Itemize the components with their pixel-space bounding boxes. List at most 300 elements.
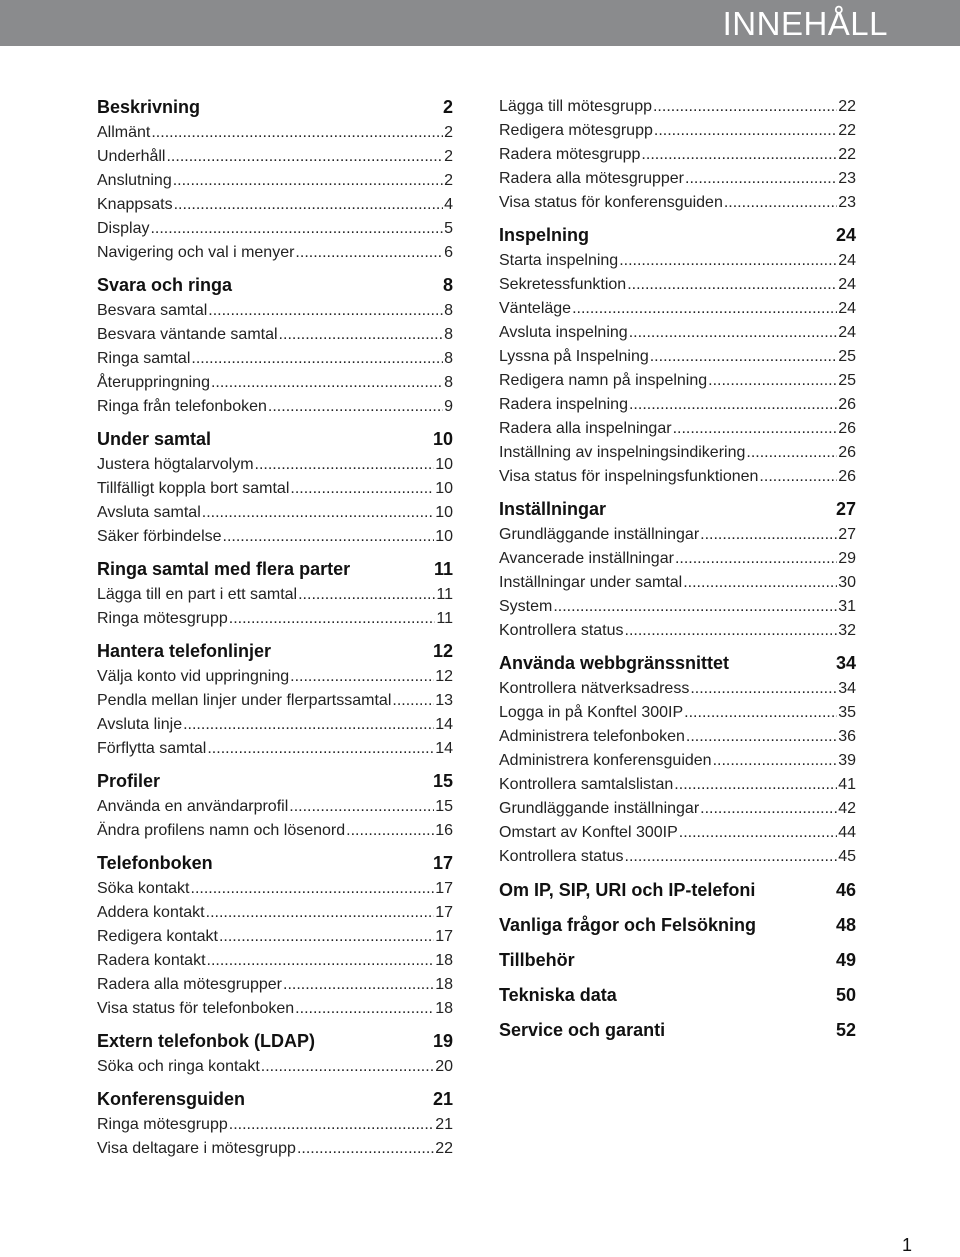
toc-entry[interactable] (97, 1055, 453, 1079)
toc-entry-title: Ringa mötesgrupp (97, 610, 228, 627)
dot-leader (708, 369, 837, 393)
toc-entry-page: 41 (838, 776, 856, 793)
toc-entry[interactable] (499, 273, 856, 297)
dot-leader (674, 773, 837, 797)
dot-leader (724, 191, 837, 215)
toc-section (499, 497, 856, 643)
standalone-heading[interactable] (499, 1017, 856, 1042)
toc-entry-page: 34 (838, 680, 856, 697)
toc-entry-page: 26 (838, 468, 856, 485)
dot-leader (173, 169, 443, 193)
toc-entry-page: 10 (435, 504, 453, 521)
toc-entry-title: Lägga till mötesgrupp (499, 98, 652, 115)
toc-entry[interactable] (97, 169, 453, 193)
dot-leader (290, 477, 434, 501)
section-heading[interactable] (97, 427, 453, 451)
page-title: INNEHÅLL (722, 5, 888, 42)
toc-section (97, 851, 453, 1021)
section-page: 48 (835, 915, 856, 935)
toc-entry[interactable] (97, 525, 453, 549)
dot-leader (191, 877, 435, 901)
toc-entry-page: 21 (435, 1116, 453, 1133)
toc-entry[interactable] (97, 299, 453, 323)
toc-entry[interactable] (97, 193, 453, 217)
section-page: 12 (432, 641, 453, 661)
toc-entry[interactable] (499, 797, 856, 821)
section-heading[interactable] (97, 769, 453, 793)
toc-entry-page: 17 (435, 904, 453, 921)
toc-entry-title: Lyssna på Inspelning (499, 348, 649, 365)
toc-entry-page: 26 (838, 420, 856, 437)
toc-entry-title: Radera alla inspelningar (499, 420, 672, 437)
dot-leader (346, 819, 434, 843)
section-title: Hantera telefonlinjer (97, 641, 272, 661)
toc-entry[interactable] (499, 441, 856, 465)
standalone-heading[interactable] (499, 912, 856, 937)
toc-entry[interactable] (97, 901, 453, 925)
toc-entry-page: 18 (435, 976, 453, 993)
toc-entry-page: 23 (838, 170, 856, 187)
toc-entry[interactable] (97, 713, 453, 737)
toc-entry-page: 26 (838, 444, 856, 461)
dot-leader (673, 417, 838, 441)
toc-entry[interactable] (97, 583, 453, 607)
dot-leader (654, 119, 837, 143)
toc-entry-page: 15 (435, 798, 453, 815)
toc-entry[interactable] (499, 523, 856, 547)
toc-entry[interactable] (499, 595, 856, 619)
dot-leader (700, 523, 837, 547)
toc-entry-page: 45 (838, 848, 856, 865)
dot-leader (759, 465, 837, 489)
section-page: 15 (432, 771, 453, 791)
section-page: 49 (835, 950, 856, 970)
dot-leader (295, 997, 434, 1021)
toc-entry[interactable] (499, 393, 856, 417)
toc-entry[interactable] (97, 1137, 453, 1161)
toc-entry[interactable] (499, 167, 856, 191)
dot-leader (684, 701, 837, 725)
toc-entry[interactable] (499, 249, 856, 273)
toc-left-column (97, 95, 453, 1169)
dot-leader (690, 677, 837, 701)
toc-entry-title: Radera inspelning (499, 396, 628, 413)
toc-entry-title: Underhåll (97, 148, 166, 165)
section-title: Svara och ringa (97, 275, 233, 295)
dot-leader (629, 393, 837, 417)
section-heading[interactable] (499, 651, 856, 675)
toc-entry[interactable] (97, 323, 453, 347)
toc-entry-title: Ringa mötesgrupp (97, 1116, 228, 1133)
toc-section (97, 273, 453, 419)
toc-entry-page: 16 (435, 822, 453, 839)
section-heading[interactable] (97, 1029, 453, 1053)
toc-entry[interactable] (97, 795, 453, 819)
toc-entry-title: Ringa från telefonboken (97, 398, 267, 415)
dot-leader (219, 925, 434, 949)
toc-entry-page: 18 (435, 1000, 453, 1017)
toc-entry[interactable] (499, 191, 856, 215)
dot-leader (229, 607, 436, 631)
dot-leader (629, 321, 838, 345)
dot-leader (207, 949, 435, 973)
toc-entry-page: 22 (838, 122, 856, 139)
dot-leader (283, 973, 434, 997)
toc-entry-title: Visa status för telefonboken (97, 1000, 295, 1017)
toc-entry[interactable] (97, 877, 453, 901)
dot-leader (679, 821, 837, 845)
toc-section (97, 769, 453, 843)
toc-entry-title: Radera mötesgrupp (499, 146, 641, 163)
dot-leader (683, 571, 837, 595)
toc-entry[interactable] (499, 821, 856, 845)
toc-entry-title: Sekretessfunktion (499, 276, 627, 293)
section-page: 19 (432, 1031, 453, 1051)
toc-entry[interactable] (499, 297, 856, 321)
dot-leader (572, 297, 837, 321)
section-heading[interactable] (499, 223, 856, 247)
dot-leader (625, 845, 838, 869)
toc-entry-page: 23 (838, 194, 856, 211)
toc-entry[interactable] (499, 701, 856, 725)
toc-entry-title: Justera högtalarvolym (97, 456, 254, 473)
standalone-heading[interactable] (499, 947, 856, 972)
toc-entry-page: 10 (435, 480, 453, 497)
section-title: Profiler (97, 771, 161, 791)
section-page: 10 (432, 429, 453, 449)
dot-leader (653, 95, 837, 119)
toc-entry-title: Visa status för konferensguiden (499, 194, 723, 211)
toc-continued-section (499, 95, 856, 215)
toc-entry-page: 22 (838, 98, 856, 115)
toc-section (97, 95, 453, 265)
dot-leader (298, 583, 435, 607)
toc-entry[interactable] (97, 949, 453, 973)
dot-leader (279, 323, 444, 347)
section-page: 27 (835, 499, 856, 519)
section-title: Vanliga frågor och Felsökning (499, 915, 757, 935)
section-page: 24 (835, 225, 856, 245)
toc-entry-title: Visa status för inspelningsfunktionen (499, 468, 759, 485)
toc-section (499, 651, 856, 869)
dot-leader (619, 249, 837, 273)
toc-entry[interactable] (97, 371, 453, 395)
toc-entry-title: Inställning av inspelningsindikering (499, 444, 746, 461)
toc-entry[interactable] (499, 725, 856, 749)
toc-entry-page: 17 (435, 880, 453, 897)
section-title: Om IP, SIP, URI och IP-telefoni (499, 880, 756, 900)
toc-entry-page: 6 (444, 244, 453, 261)
toc-entry-page: 22 (838, 146, 856, 163)
dot-leader (150, 217, 443, 241)
toc-entry-page: 8 (444, 374, 453, 391)
toc-entry[interactable] (97, 121, 453, 145)
toc-entry[interactable] (499, 845, 856, 869)
section-title: Service och garanti (499, 1020, 666, 1040)
toc-entry-title: Grundläggande inställningar (499, 526, 700, 543)
toc-section (97, 427, 453, 549)
toc-entry-page: 42 (838, 800, 856, 817)
section-title: Beskrivning (97, 97, 201, 117)
toc-entry-title: Radera alla mötesgrupper (499, 170, 684, 187)
toc-entry-title: System (499, 598, 553, 615)
toc-section (499, 223, 856, 489)
dot-leader (208, 299, 443, 323)
dot-leader (223, 525, 435, 549)
toc-entry-page: 24 (838, 276, 856, 293)
standalone-heading[interactable] (499, 877, 856, 902)
toc-entry-title: Återuppringning (97, 374, 210, 391)
toc-entry-page: 5 (444, 220, 453, 237)
section-title: Under samtal (97, 429, 212, 449)
toc-entry[interactable] (97, 241, 453, 265)
dot-leader (650, 345, 837, 369)
toc-entry-page: 32 (838, 622, 856, 639)
toc-entry[interactable] (97, 737, 453, 761)
dot-leader (183, 713, 434, 737)
dot-leader (174, 193, 443, 217)
dot-leader (713, 749, 838, 773)
dot-leader (675, 547, 837, 571)
toc-entry-page: 2 (444, 172, 453, 189)
toc-entry-title: Säker förbindelse (97, 528, 222, 545)
toc-entry-title: Besvara väntande samtal (97, 326, 278, 343)
toc-entry[interactable] (499, 345, 856, 369)
toc-entry-title: Grundläggande inställningar (499, 800, 700, 817)
toc-entry-page: 20 (435, 1058, 453, 1075)
section-title: Tillbehör (499, 950, 575, 970)
toc-entry-title: Ändra profilens namn och lösenord (97, 822, 346, 839)
toc-entry-title: Addera kontakt (97, 904, 205, 921)
dot-leader (206, 901, 435, 925)
toc-entry[interactable] (499, 143, 856, 167)
dot-leader (207, 737, 434, 761)
section-heading[interactable] (499, 497, 856, 521)
toc-entry[interactable] (97, 217, 453, 241)
toc-entry-title: Radera kontakt (97, 952, 206, 969)
toc-entry-page: 13 (435, 692, 453, 709)
section-title: Ringa samtal med flera parter (97, 559, 351, 579)
dot-leader (290, 665, 434, 689)
dot-leader (627, 273, 837, 297)
header-bar (0, 0, 960, 46)
toc-entry[interactable] (97, 689, 453, 713)
toc-entry-page: 31 (838, 598, 856, 615)
toc-entry-title: Administrera konferensguiden (499, 752, 712, 769)
toc-entry-title: Pendla mellan linjer under flerpartssamtal (97, 692, 392, 709)
toc-entry[interactable] (97, 501, 453, 525)
toc-entry-title: Söka och ringa kontakt (97, 1058, 260, 1075)
toc-entry-title: Administrera telefonboken (499, 728, 685, 745)
toc-entry-title: Kontrollera status (499, 622, 624, 639)
toc-entry-title: Omstart av Konftel 300IP (499, 824, 678, 841)
dot-leader (553, 595, 837, 619)
toc-entry-title: Redigera mötesgrupp (499, 122, 653, 139)
toc-entry[interactable] (97, 453, 453, 477)
standalone-heading[interactable] (499, 982, 856, 1007)
toc-entry[interactable] (499, 321, 856, 345)
toc-entry[interactable] (97, 925, 453, 949)
toc-entry-title: Avsluta samtal (97, 504, 201, 521)
toc-entry[interactable] (499, 571, 856, 595)
toc-entry-title: Knappsats (97, 196, 173, 213)
toc-entry[interactable] (499, 369, 856, 393)
section-heading[interactable] (97, 273, 453, 297)
toc-entry-page: 24 (838, 324, 856, 341)
toc-entry-page: 2 (444, 124, 453, 141)
toc-entry[interactable] (499, 465, 856, 489)
section-title: Telefonboken (97, 853, 213, 873)
toc-entry-page: 12 (435, 668, 453, 685)
section-page: 21 (432, 1089, 453, 1109)
toc-entry-title: Radera alla mötesgrupper (97, 976, 282, 993)
dot-leader (211, 371, 443, 395)
section-title: Inställningar (499, 499, 607, 519)
section-page: 46 (835, 880, 856, 900)
toc-entry[interactable] (97, 347, 453, 371)
toc-entry-title: Redigera kontakt (97, 928, 218, 945)
toc-entry-page: 22 (435, 1140, 453, 1157)
toc-entry-title: Kontrollera status (499, 848, 624, 865)
toc-entry-title: Tillfälligt koppla bort samtal (97, 480, 290, 497)
toc-entry-page: 30 (838, 574, 856, 591)
toc-entry-title: Visa deltagare i mötesgrupp (97, 1140, 296, 1157)
section-title: Använda webbgränssnittet (499, 653, 730, 673)
toc-entry-page: 11 (436, 586, 453, 603)
dot-leader (295, 241, 443, 265)
toc-entry[interactable] (499, 119, 856, 143)
toc-entry-page: 44 (838, 824, 856, 841)
dot-leader (191, 347, 443, 371)
section-page: 17 (432, 853, 453, 873)
toc-entry-title: Display (97, 220, 150, 237)
toc-entry-page: 35 (838, 704, 856, 721)
toc-entry[interactable] (97, 145, 453, 169)
toc-entry-page: 17 (435, 928, 453, 945)
section-title: Konferensguiden (97, 1089, 246, 1109)
toc-entry[interactable] (499, 773, 856, 797)
section-heading[interactable] (97, 639, 453, 663)
toc-entry-page: 2 (444, 148, 453, 165)
toc-entry[interactable] (97, 665, 453, 689)
toc-entry-page: 8 (444, 350, 453, 367)
toc-section (97, 557, 453, 631)
dot-leader (392, 689, 434, 713)
toc-entry[interactable] (97, 819, 453, 843)
toc-entry-page: 26 (838, 396, 856, 413)
section-page: 11 (433, 559, 453, 579)
section-page: 34 (835, 653, 856, 673)
toc-entry[interactable] (97, 395, 453, 419)
toc-entry-title: Redigera namn på inspelning (499, 372, 708, 389)
toc-entry[interactable] (499, 619, 856, 643)
toc-section (97, 1087, 453, 1161)
toc-entry-title: Välja konto vid uppringning (97, 668, 290, 685)
toc-entry-title: Allmänt (97, 124, 151, 141)
toc-entry-page: 10 (435, 456, 453, 473)
dot-leader (700, 797, 837, 821)
toc-entry-page: 14 (435, 740, 453, 757)
section-heading[interactable] (97, 557, 453, 581)
section-heading[interactable] (97, 95, 453, 119)
toc-entry-title: Söka kontakt (97, 880, 190, 897)
dot-leader (685, 167, 837, 191)
section-heading[interactable] (97, 851, 453, 875)
dot-leader (297, 1137, 434, 1161)
toc-entry-page: 27 (838, 526, 856, 543)
section-page: 50 (835, 985, 856, 1005)
toc-entry-page: 4 (444, 196, 453, 213)
section-page: 8 (442, 275, 453, 295)
toc-entry-page: 10 (435, 528, 453, 545)
toc-entry-page: 25 (838, 372, 856, 389)
toc-entry[interactable] (499, 547, 856, 571)
section-title: Tekniska data (499, 985, 617, 1005)
toc-entry-title: Anslutning (97, 172, 172, 189)
dot-leader (229, 1113, 434, 1137)
toc-entry[interactable] (97, 973, 453, 997)
toc-entry-page: 8 (444, 302, 453, 319)
toc-entry[interactable] (499, 95, 856, 119)
toc-entry[interactable] (499, 749, 856, 773)
toc-entry-title: Använda en användarprofil (97, 798, 289, 815)
toc-entry-page: 39 (838, 752, 856, 769)
toc-entry-page: 24 (838, 252, 856, 269)
section-page: 52 (835, 1020, 856, 1040)
toc-entry-title: Avsluta inspelning (499, 324, 628, 341)
toc-entry-page: 25 (838, 348, 856, 365)
toc-entry-page: 14 (435, 716, 453, 733)
section-heading[interactable] (97, 1087, 453, 1111)
toc-entry-page: 18 (435, 952, 453, 969)
toc-entry-title: Avancerade inställningar (499, 550, 674, 567)
dot-leader (268, 395, 443, 419)
toc-entry-title: Förflytta samtal (97, 740, 207, 757)
toc-entry[interactable] (499, 417, 856, 441)
toc-entry-page: 9 (444, 398, 453, 415)
toc-entry-title: Logga in på Konftel 300IP (499, 704, 684, 721)
section-page: 2 (442, 97, 453, 117)
dot-leader (686, 725, 837, 749)
section-title: Extern telefonbok (LDAP) (97, 1031, 316, 1051)
toc-entry-title: Vänteläge (499, 300, 572, 317)
dot-leader (202, 501, 434, 525)
toc-entry-page: 29 (838, 550, 856, 567)
dot-leader (641, 143, 837, 167)
toc-entry[interactable] (499, 677, 856, 701)
dot-leader (289, 795, 434, 819)
toc-entry-page: 24 (838, 300, 856, 317)
toc-entry-page: 36 (838, 728, 856, 745)
dot-leader (151, 121, 443, 145)
toc-entry-title: Avsluta linje (97, 716, 183, 733)
toc-entry[interactable] (97, 607, 453, 631)
dot-leader (261, 1055, 434, 1079)
toc-entry-title: Inställningar under samtal (499, 574, 683, 591)
dot-leader (255, 453, 435, 477)
dot-leader (166, 145, 443, 169)
toc-right-column (499, 95, 856, 1052)
toc-section (97, 1029, 453, 1079)
toc-entry-title: Besvara samtal (97, 302, 208, 319)
toc-entry-title: Kontrollera samtalslistan (499, 776, 674, 793)
toc-entry-title: Kontrollera nätverksadress (499, 680, 690, 697)
toc-entry[interactable] (97, 997, 453, 1021)
dot-leader (625, 619, 838, 643)
toc-entry[interactable] (97, 1113, 453, 1137)
page-number: 1 (901, 1235, 912, 1255)
toc-entry[interactable] (97, 477, 453, 501)
